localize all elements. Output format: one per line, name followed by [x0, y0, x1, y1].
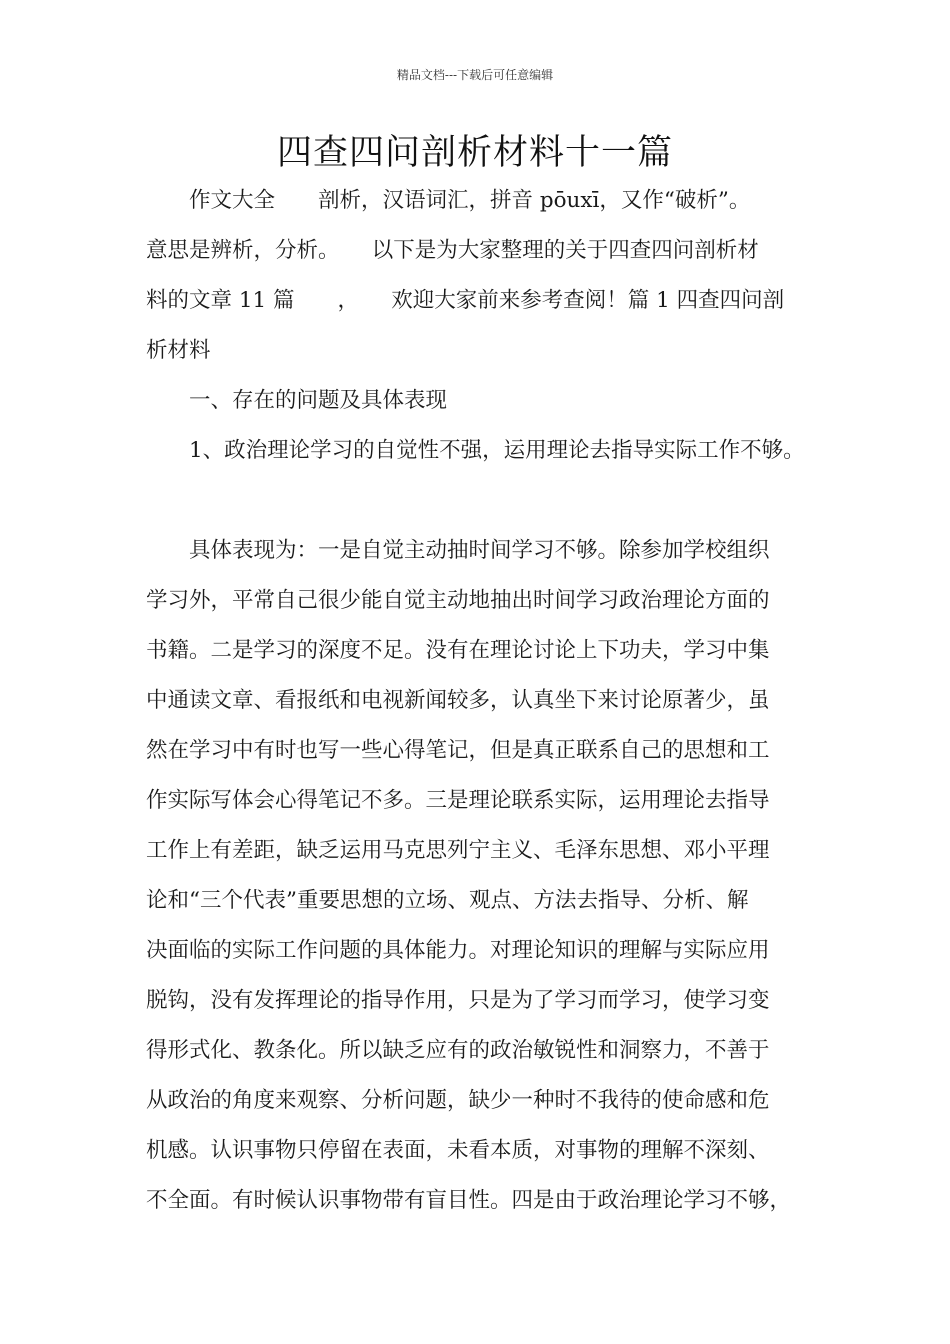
item-1	[146, 426, 836, 476]
intro-line: 意思是辨析，分析。 以下是为大家整理的关于四查四问剖析材	[146, 238, 759, 263]
body-line: 不全面。有时候认识事物带有盲目性。四是由于政治理论学习不够，	[146, 1188, 792, 1213]
section-heading-text: 一、存在的问题及具体表现	[146, 388, 448, 413]
body-line: 从政治的角度来观察、分析问题，缺少一种时不我待的使命感和危	[146, 1088, 770, 1113]
body-line: 脱钩，没有发挥理论的指导作用，只是为了学习而学习，使学习变	[146, 988, 770, 1013]
section-heading	[146, 376, 836, 426]
intro-line: 料的文章 11 篇 ， 欢迎大家前来参考查阅！篇 1 四查四问剖	[146, 288, 785, 313]
body-line: 论和“三个代表”重要思想的立场、观点、方法去指导、分析、解	[146, 888, 749, 913]
document-title: 四查四问剖析材料十一篇	[276, 133, 673, 173]
body-line: 机感。认识事物只停留在表面，未看本质，对事物的理解不深刻、	[146, 1138, 770, 1163]
body-line: 书籍。二是学习的深度不足。没有在理论讨论上下功夫，学习中集	[146, 638, 770, 663]
body-line: 决面临的实际工作问题的具体能力。对理论知识的理解与实际应用	[146, 938, 770, 963]
body-line: 作实际写体会心得笔记不多。三是理论联系实际，运用理论去指导	[146, 788, 770, 813]
intro-paragraph	[146, 176, 836, 376]
body-paragraph	[146, 526, 836, 1226]
item-1-text: 1、政治理论学习的自觉性不强，运用理论去指导实际工作不够。	[146, 438, 805, 463]
body-line: 得形式化、教条化。所以缺乏应有的政治敏锐性和洞察力，不善于	[146, 1038, 770, 1063]
body-line: 具体表现为：一是自觉主动抽时间学习不够。除参加学校组织	[146, 538, 770, 563]
body-line: 工作上有差距，缺乏运用马克思列宁主义、毛泽东思想、邓小平理	[146, 838, 770, 863]
header-note: 精品文档---下载后可任意编辑	[396, 68, 554, 82]
body-line: 中通读文章、看报纸和电视新闻较多，认真坐下来讨论原著少，虽	[146, 688, 770, 713]
body-line: 学习外，平常自己很少能自觉主动地抽出时间学习政治理论方面的	[146, 588, 770, 613]
intro-line: 析材料	[146, 338, 211, 363]
body-line: 然在学习中有时也写一些心得笔记，但是真正联系自己的思想和工	[146, 738, 770, 763]
intro-line: 作文大全 剖析，汉语词汇，拼音 pōuxī，又作“破析”。	[146, 188, 751, 213]
